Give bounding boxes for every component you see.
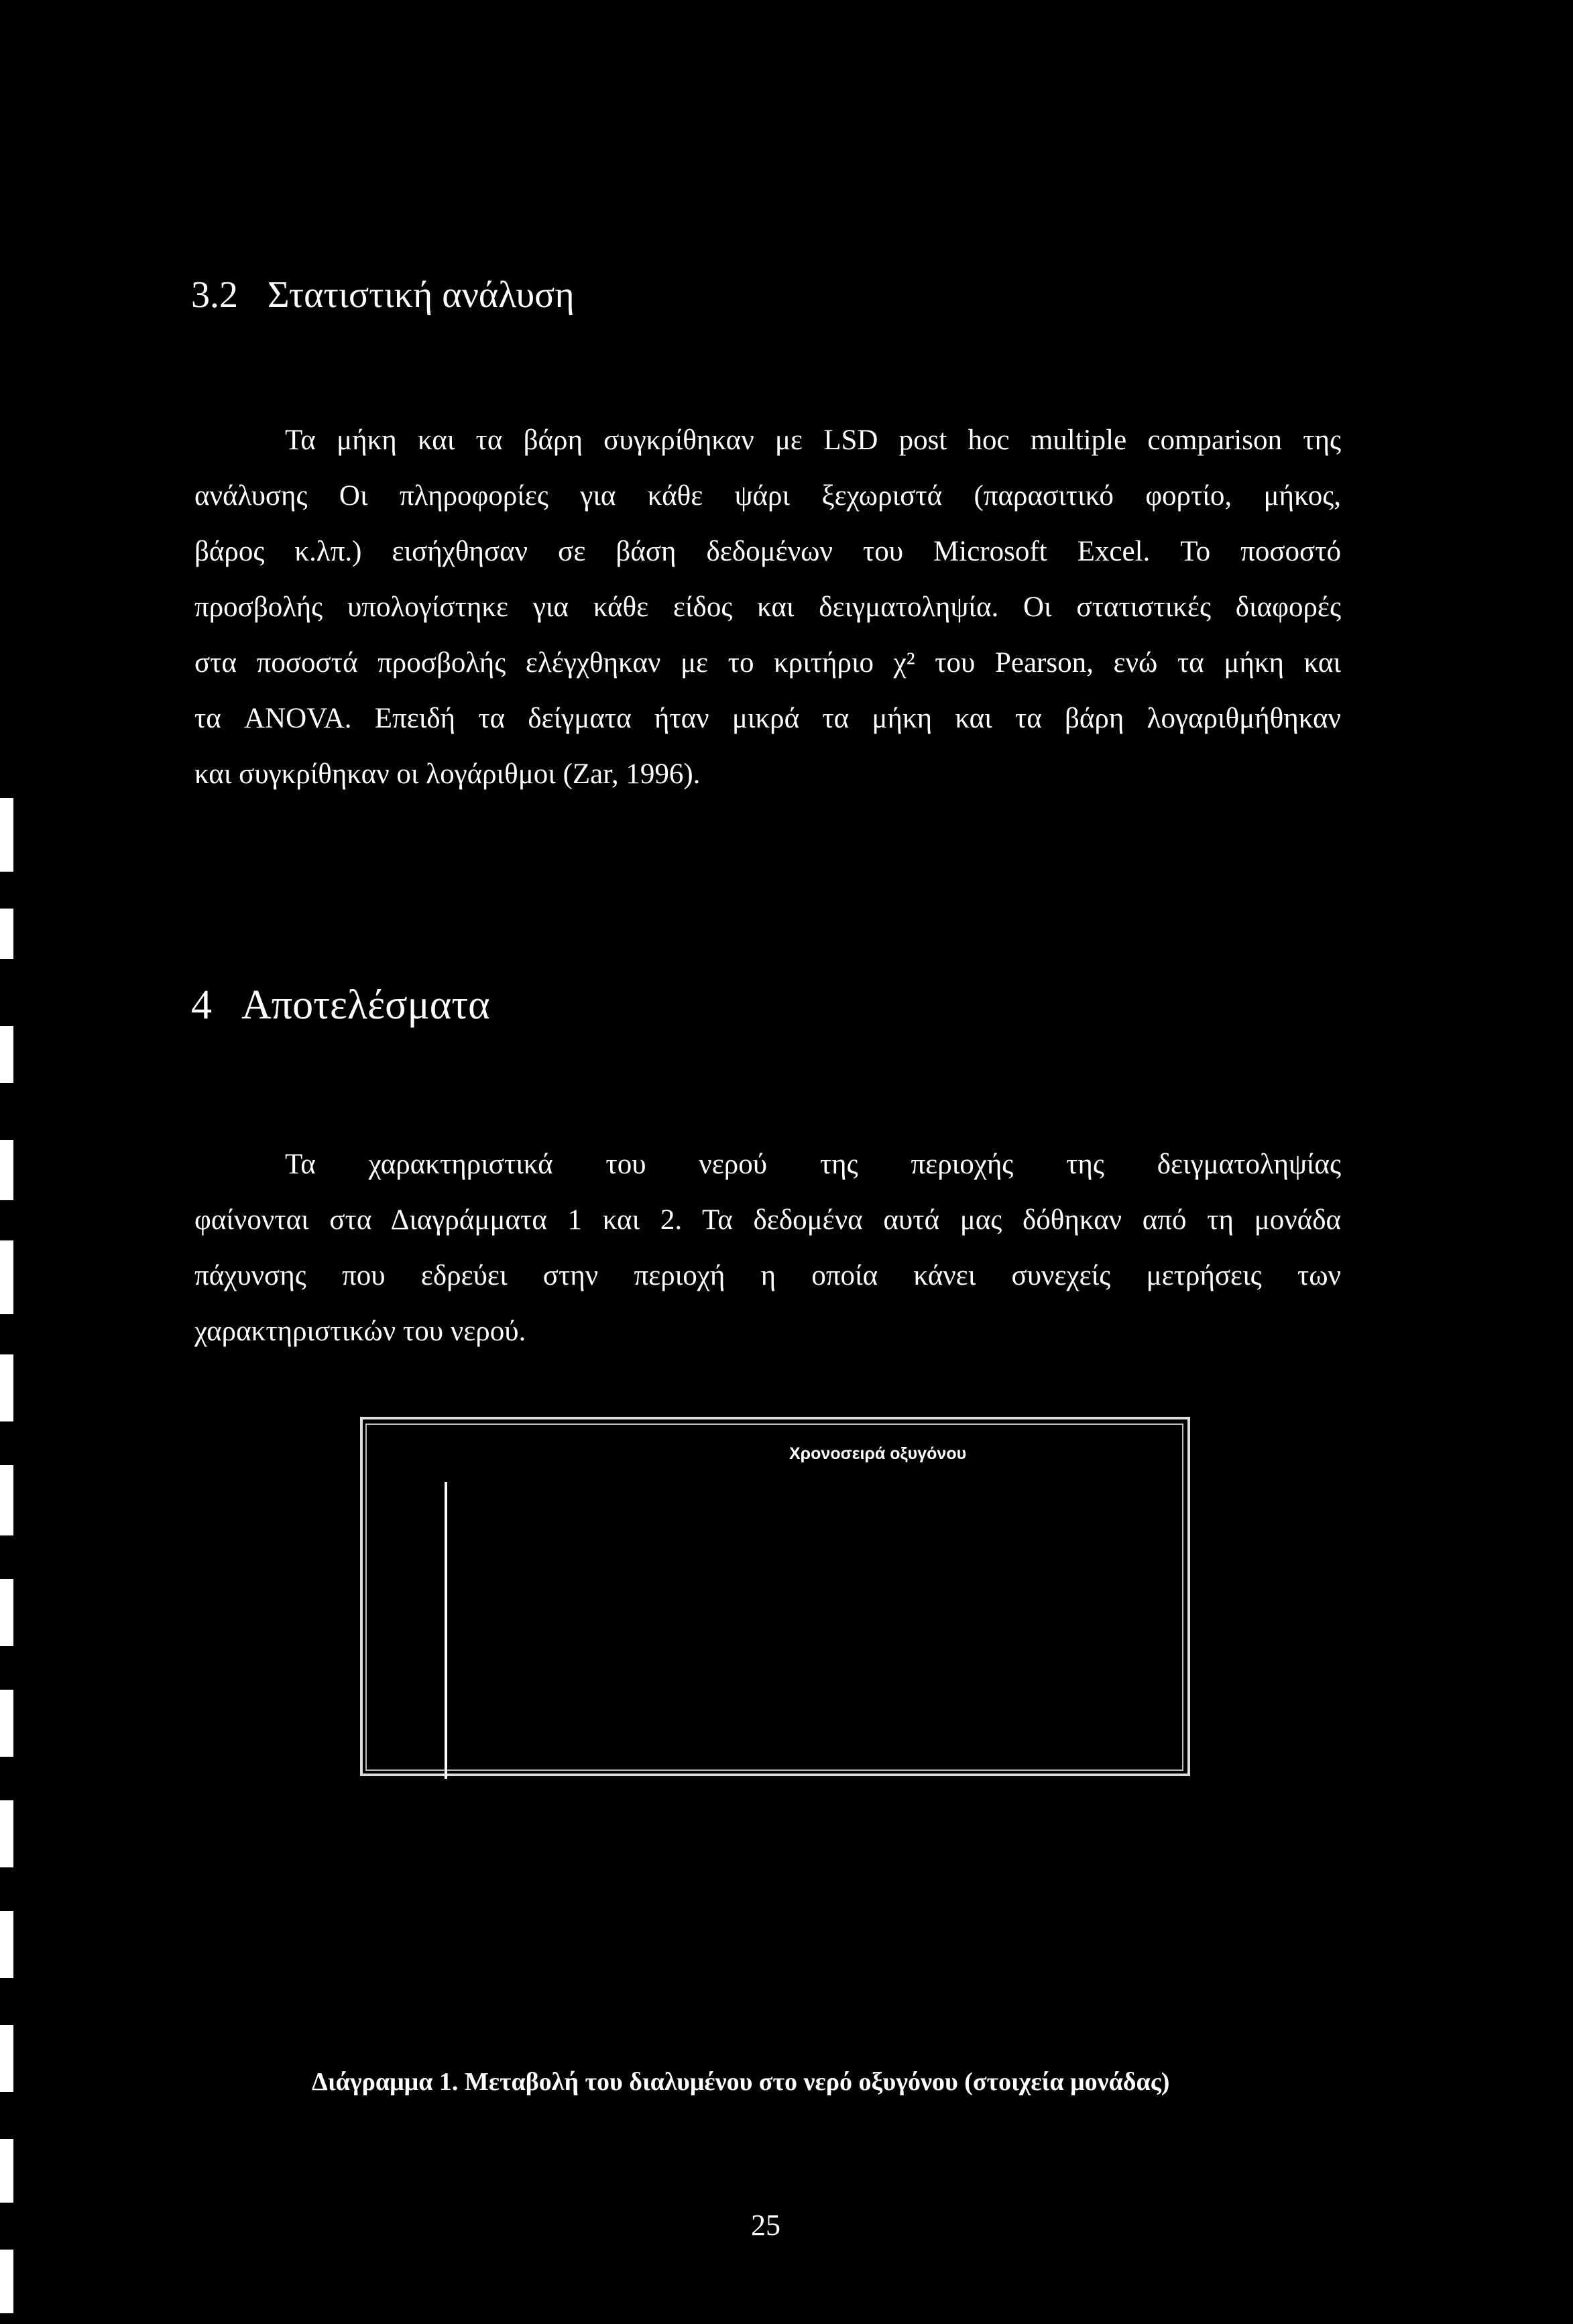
paragraph-line: τα ANOVA. Επειδή τα δείγματα ήταν μικρά τα μήκη και τα βάρη λογαριθμήθηκαν xyxy=(194,703,1341,734)
paragraph-line: και συγκρίθηκαν οι λογάριθμοι (Zar, 1996). xyxy=(194,758,701,790)
page-number: 25 xyxy=(751,2209,780,2242)
scan-edge-mark xyxy=(0,1354,13,1421)
scan-edge-mark xyxy=(0,909,13,959)
scan-edge-mark xyxy=(0,2139,13,2203)
scan-edge-mark xyxy=(0,1140,13,1200)
chapter-title: Αποτελέσματα xyxy=(241,982,490,1028)
paragraph-line: Τα χαρακτηριστικά του νερού της περιοχής της δειγματοληψίας xyxy=(285,1149,1341,1180)
chapter-heading xyxy=(191,982,490,1029)
paragraph-line: πάχυνσης που εδρεύει στην περιοχή η οποία κάνει συνεχείς μετρήσεις των xyxy=(194,1260,1341,1291)
chapter-number: 4 xyxy=(191,982,212,1028)
scan-edge-mark xyxy=(0,1579,13,1646)
paragraph-line: στα ποσοστά προσβολής ελέγχθηκαν με το κριτήριο χ² του Pearson, ενώ τα μήκη και xyxy=(194,647,1341,679)
paragraph-line: βάρος κ.λπ.) εισήχθησαν σε βάση δεδομένων του Microsoft Excel. Το ποσοστό xyxy=(194,536,1341,567)
figure-caption: Διάγραμμα 1. Μεταβολή του διαλυμένου στο νερό οξυγόνου (στοιχεία μονάδας) xyxy=(312,2068,1170,2096)
scan-edge-mark xyxy=(0,1026,13,1083)
scan-edge-mark xyxy=(0,798,13,872)
scan-edge-mark xyxy=(0,1465,13,1535)
section-title: Στατιστική ανάλυση xyxy=(268,274,575,316)
paragraph-line: χαρακτηριστικών του νερού. xyxy=(194,1316,526,1347)
chart-title: Χρονοσειρά οξυγόνου xyxy=(789,1444,967,1463)
scan-edge-mark xyxy=(0,1240,13,1314)
paragraph-line: ανάλυσης Οι πληροφορίες για κάθε ψάρι ξεχωριστά (παρασιτικό φορτίο, μήκος, xyxy=(194,480,1341,512)
section-heading xyxy=(191,274,575,316)
paragraph-line: Τα μήκη και τα βάρη συγκρίθηκαν με LSD post hoc multiple comparison της xyxy=(285,424,1341,456)
section-number: 3.2 xyxy=(191,274,238,316)
scan-edge-mark xyxy=(0,1911,13,1978)
oxygen-chart xyxy=(360,1417,1191,1779)
scan-edge-mark xyxy=(0,2025,13,2092)
paragraph-statistical-analysis xyxy=(194,412,1341,802)
scan-edge-mark xyxy=(0,1690,13,1757)
scan-edge-mark xyxy=(0,1800,13,1867)
paragraph-line: φαίνονται στα Διαγράμματα 1 και 2. Τα δεδομένα αυτά μας δόθηκαν από τη μονάδα xyxy=(194,1204,1341,1236)
paragraph-results xyxy=(194,1137,1341,1359)
paragraph-line: προσβολής υπολογίστηκε για κάθε είδος και δειγματοληψία. Οι στατιστικές διαφορές xyxy=(194,591,1341,623)
scan-edge-mark xyxy=(0,2250,13,2313)
